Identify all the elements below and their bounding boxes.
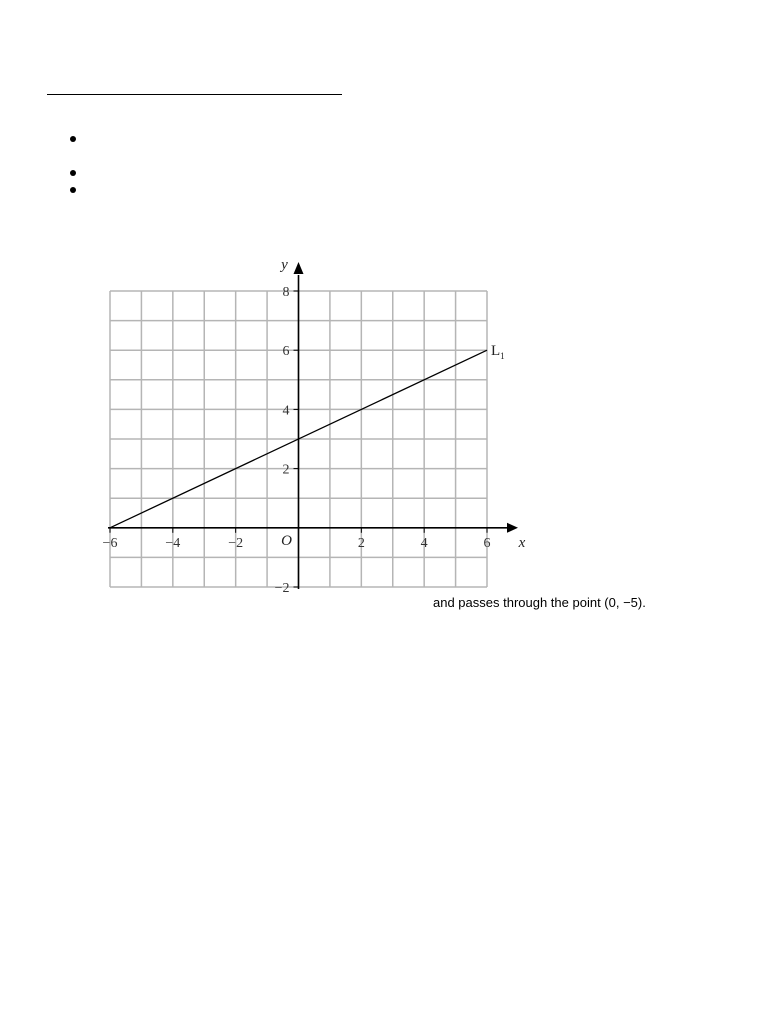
x-tick-label: −2 (228, 535, 244, 551)
y-axis-label: y (281, 257, 288, 273)
x-axis-label: x (518, 534, 526, 551)
x-tick-label: −6 (102, 535, 118, 551)
series-label-subscript: 1 (500, 351, 505, 362)
chart-labels (103, 257, 526, 596)
y-tick-label: 6 (282, 344, 290, 360)
question-caption: and passes through the point (0, −5). (433, 595, 646, 610)
series-label-L1: $L_1$ (491, 343, 505, 362)
y-tick-label: 8 (282, 285, 290, 300)
x-axis-arrow-icon (507, 523, 518, 533)
x-tick-label: 2 (357, 535, 365, 551)
x-tick-label: 4 (420, 535, 428, 551)
y-tick-label: 2 (282, 462, 290, 478)
y-tick-label: −2 (274, 581, 290, 596)
x-tick-label: −4 (165, 535, 181, 551)
y-tick-label: 4 (282, 403, 290, 419)
origin-label: O (281, 532, 292, 549)
y-axis-arrow-icon (294, 262, 304, 274)
x-tick-label: 6 (483, 535, 491, 551)
